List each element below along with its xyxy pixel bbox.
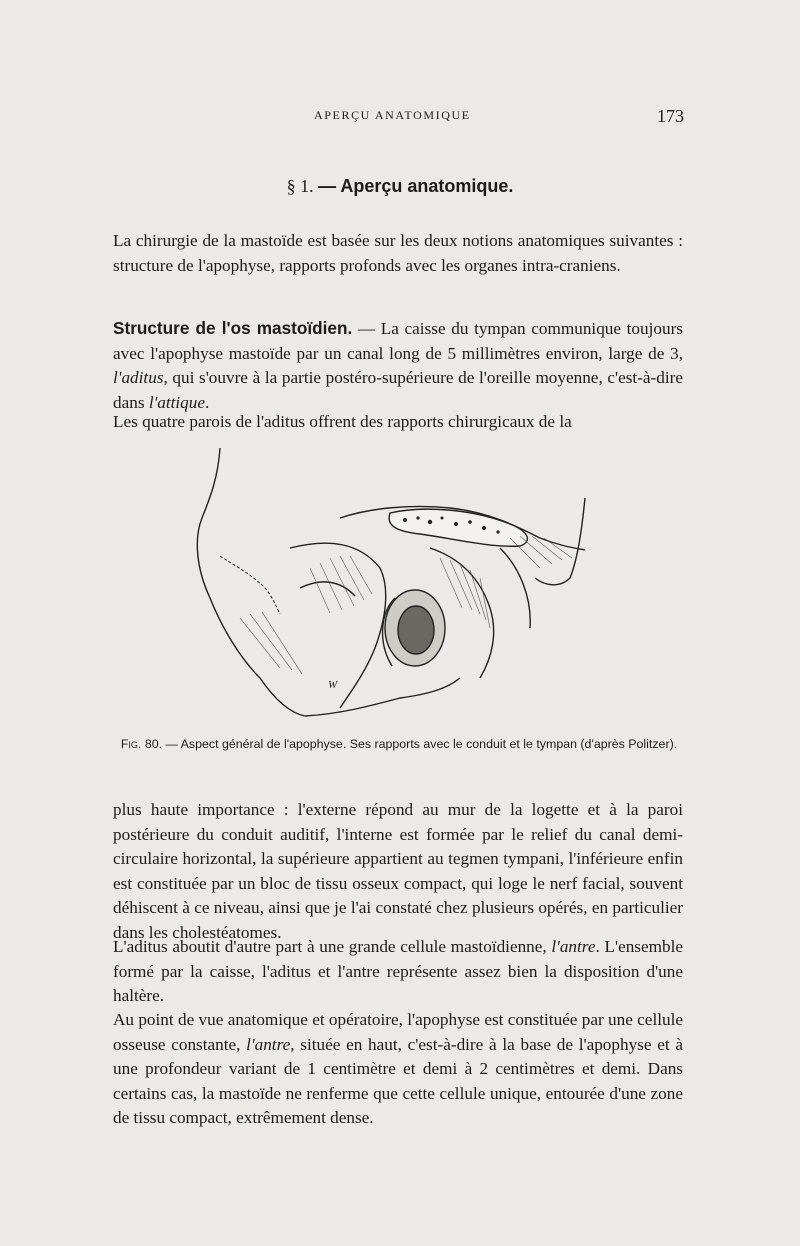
- section-title: — Aperçu anatomique.: [318, 176, 514, 196]
- paragraph-text: Au point de vue anatomique et opératoire, l'apophyse est constituée par une cellule osseuse constante,: [113, 1010, 683, 1054]
- term-antre: l'antre: [246, 1034, 291, 1054]
- paragraph-text: Les quatre parois de l'aditus offrent des rapports chirurgicaux de la: [113, 412, 572, 431]
- page-number: 173: [657, 106, 684, 126]
- paragraph-text: plus haute importance : l'externe répond au mur de la logette et à la paroi postérieure du conduit auditif, l'interne est formée par le relief du canal demi-circulaire horizontal, la supérieure appartient au tegmen tympani, l'inférieure enfin est constituée par un bloc de tissu osseux compact, qui loge le nerf facial, souvent déhiscent à ce niveau, ainsi que je l'ai constaté chez plusieurs opérés, en particulier dans les cholestéatomes.: [113, 800, 683, 942]
- apophysis-illustration: [180, 438, 620, 728]
- figure-caption: [104, 737, 694, 752]
- figure-label: Fig. 80.: [120, 737, 163, 751]
- term-antre: l'antre: [551, 937, 596, 956]
- figure-caption-text: — Aspect général de l'apophyse. Ses rapports avec le conduit et le tympan (d'après Politzer).: [162, 737, 678, 751]
- paragraph-text: La chirurgie de la mastoïde est basée sur les deux notions anatomiques suivantes : structure de l'apophyse, rapports profonds avec les organes intra-craniens.: [113, 231, 683, 275]
- paragraph-text: , située en haut, c'est-à-dire à la base de l'apophyse et à une profondeur variant de 1 centimètre et demi à 2 centimètres et demi. Dans certains cas, la mastoïde ne renferme que cette cellule unique, entourée d'une zone de tissu compact, extrêmement dense.: [113, 1034, 683, 1128]
- paragraph-parois: [113, 410, 683, 435]
- paragraph-text: , qui s'ouvre à la partie postéro-supérieure de l'oreille moyenne, c'est-à-dire dans: [113, 368, 683, 412]
- running-title: APERÇU ANATOMIQUE: [314, 108, 471, 122]
- paragraph-text: — La caisse du tympan communique toujours avec l'apophyse mastoïde par un canal long de 5 millimètres environ, large de 3,: [113, 319, 683, 363]
- paragraph-importance: [113, 798, 683, 946]
- paragraph-structure: [113, 316, 683, 415]
- section-heading: [0, 176, 800, 197]
- term-aditus: l'aditus: [113, 368, 164, 388]
- engraver-signature: W: [328, 679, 338, 691]
- term-attique: l'attique: [148, 392, 205, 412]
- paragraph-text: .: [205, 392, 210, 412]
- paragraph-intro: [113, 229, 683, 278]
- paragraph-lead: Structure de l'os mastoïdien.: [113, 318, 353, 338]
- paragraph-operatoire: [113, 1008, 683, 1131]
- anatomical-figure: [180, 438, 620, 728]
- paragraph-text: . L'ensemble formé par la caisse, l'aditus et l'antre représente assez bien la disposition d'une haltère.: [113, 937, 683, 1006]
- section-number: § 1.: [286, 176, 314, 196]
- paragraph-text: L'aditus aboutit d'autre part à une grande cellule mastoïdienne,: [113, 937, 552, 956]
- paragraph-aditus: [113, 935, 683, 1009]
